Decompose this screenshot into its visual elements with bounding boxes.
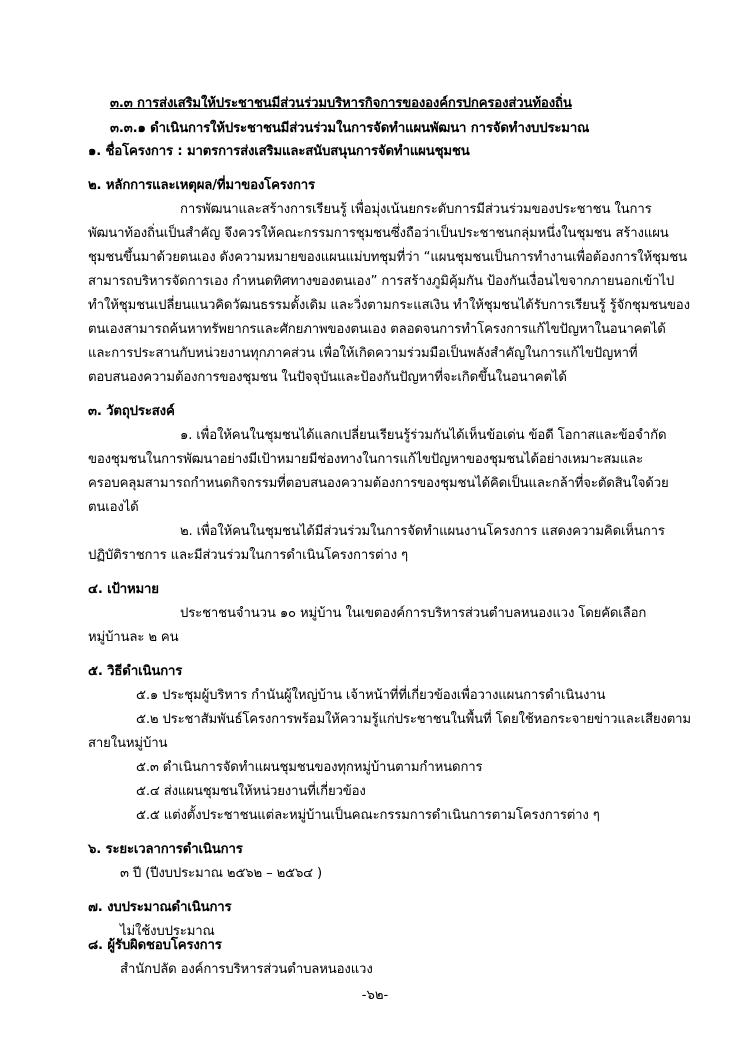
heading-3-3: ๓.๓ การส่งเสริมให้ประชาชนมีส่วนร่วมบริหารกิจการขององค์กรปกครองส่วนท้องถิ่น xyxy=(110,96,572,111)
section-2-paragraph-line: ชุมชนขึ้นมาด้วยตนเอง ดังความหมายของแผนแม่บทชุมที่ว่า “แผนชุมชนเป็นการทำงานเพื่อต้องการให้ชุมชน xyxy=(88,250,687,265)
budget-text: ไม่ใช้งบประมาณ xyxy=(120,924,215,939)
responsible-text: สำนักปลัด องค์การบริหารส่วนตำบลหนองแวง xyxy=(120,962,373,977)
section-2-paragraph-line: การพัฒนาและสร้างการเรียนรู้ เพื่อมุ่งเน้นยกระดับการมีส่วนร่วมของประชาชน ในการ xyxy=(180,202,652,217)
section-2-paragraph-line: สามารถบริหารจัดการเอง กำหนดทิศทางของตนเอง” การสร้างภูมิคุ้มกัน ป้องกันเงื่อนไขจากภายนอกเข้าไป xyxy=(88,274,675,289)
section-2-paragraph-line: ตอบสนองความต้องการของชุมชน ในปัจจุบันและป้องกันปัญหาที่จะเกิดขึ้นในอนาคตได้ xyxy=(88,370,567,385)
objective-2-line: ๒. เพื่อให้คนในชุมชนได้มีส่วนร่วมในการจัดทำแผนงานโครงการ แสดงความคิดเห็นการ xyxy=(180,524,665,539)
method-step: ๕.๒ ประชาสัมพันธ์โครงการพร้อมให้ความรู้แก่ประชาชนในพื้นที่ โดยใช้หอกระจายข่าวและเสียงตาม xyxy=(136,712,691,727)
method-step-continuation: สายในหมู่บ้าน xyxy=(88,736,168,751)
section-1-title: ๑. ชื่อโครงการ : มาตรการส่งเสริมและสนับสนุนการจัดทำแผนชุมชน xyxy=(88,144,470,159)
method-step: ๕.๑ ประชุมผู้บริหาร กำนันผู้ใหญ่บ้าน เจ้าหน้าที่ที่เกี่ยวข้องเพื่อวางแผนการดำเนินงาน xyxy=(136,688,606,703)
target-line: หมู่บ้านละ ๒ คน xyxy=(88,630,179,645)
method-step: ๕.๕ แต่งตั้งประชาชนแต่ละหมู่บ้านเป็นคณะกรรมการดำเนินการตามโครงการต่าง ๆ xyxy=(136,808,600,823)
heading-3-3-1: ๓.๓.๑ ดำเนินการให้ประชาชนมีส่วนร่วมในการจัดทำแผนพัฒนา การจัดทำงบประมาณ xyxy=(110,121,590,136)
section-2-paragraph-line: พัฒนาท้องถิ่นเป็นสำคัญ จึงควรให้คณะกรรมการชุมชนซึ่งถือว่าเป็นประชาชนกลุ่มหนึ่งในชุมชน สร้างแผน xyxy=(88,226,669,241)
section-2-paragraph-line: ทำให้ชุมชนเปลี่ยนแนวคิดวัฒนธรรมดั้งเดิม และวิ่งตามกระแสเงิน ทำให้ชุมชนได้รับการเรียนรู้ รู้จักชุมชนของ xyxy=(88,298,690,313)
duration-text: ๓ ปี (ปีงบประมาณ ๒๕๖๒ – ๒๕๖๔ ) xyxy=(120,866,323,881)
section-7-title: ๗. งบประมาณดำเนินการ xyxy=(88,900,232,915)
section-8-title: ๘. ผู้รับผิดชอบโครงการ xyxy=(88,938,222,953)
objective-1-line: ๑. เพื่อให้คนในชุมชนได้แลกเปลี่ยนเรียนรู้ร่วมกันได้เห็นข้อเด่น ข้อดี โอกาสและข้อจำกัด xyxy=(180,428,667,443)
section-5-title: ๕. วิธีดำเนินการ xyxy=(88,664,183,679)
section-2-title: ๒. หลักการและเหตุผล/ที่มาของโครงการ xyxy=(88,178,315,193)
objective-1-line: ของชุมชนในการพัฒนาอย่างมีเป้าหมายมีช่องทางในการแก้ไขปัญหาของชุมชนได้อย่างเหมาะสมและ xyxy=(88,452,644,467)
objective-1-line: ตนเองได้ xyxy=(88,500,139,515)
method-step: ๕.๔ ส่งแผนชุมชนให้หน่วยงานที่เกี่ยวข้อง xyxy=(136,784,366,799)
objective-2-line: ปฏิบัติราชการ และมีส่วนร่วมในการดำเนินโครงการต่าง ๆ xyxy=(88,548,408,563)
section-4-title: ๔. เป้าหมาย xyxy=(88,582,159,597)
section-2-paragraph-line: และการประสานกับหน่วยงานทุกภาคส่วน เพื่อให้เกิดความร่วมมือเป็นพลังสำคัญในการแก้ไขปัญหาที่ xyxy=(88,346,638,361)
objective-1-line: ครอบคลุมสามารถกำหนดกิจกรรมที่ตอบสนองความต้องการของชุมชนได้คิดเป็นและกล้าที่จะตัดสินใจด้วย xyxy=(88,476,669,491)
target-line: ประชาชนจำนวน ๑๐ หมู่บ้าน ในเขตองค์การบริหารส่วนตำบลหนองแวง โดยคัดเลือก xyxy=(180,606,647,621)
section-3-title: ๓. วัตถุประสงค์ xyxy=(88,404,175,419)
method-step: ๕.๓ ดำเนินการจัดทำแผนชุมชนของทุกหมู่บ้านตามกำหนดการ xyxy=(136,760,483,775)
section-2-paragraph-line: ตนเองสามารถค้นหาทรัพยากรและศักยภาพของตนเอง ตลอดจนการทำโครงการแก้ไขปัญหาในอนาคตได้ xyxy=(88,322,666,337)
page-number: -๖๒- xyxy=(361,988,389,1003)
section-6-title: ๖. ระยะเวลาการดำเนินการ xyxy=(88,842,243,857)
